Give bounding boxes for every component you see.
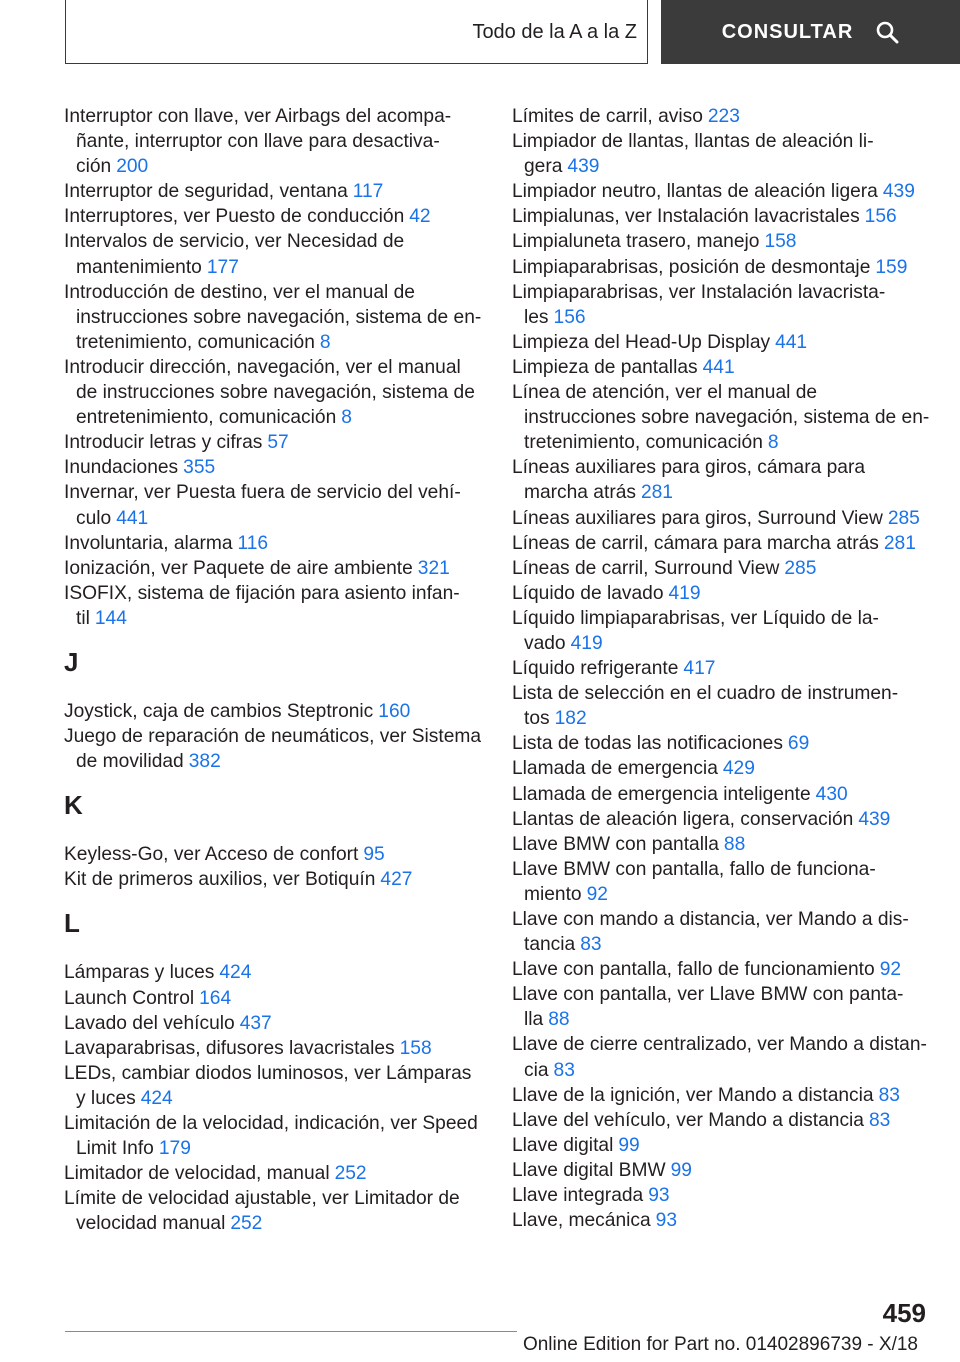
index-entry-text: Llave digital: [512, 1134, 614, 1156]
index-entry-text: Limpialunas, ver Instalación lavacristales: [512, 206, 860, 228]
page-link[interactable]: 321: [417, 557, 450, 579]
index-entry-text: Limpiador neutro, llantas de aleación ligera: [512, 181, 878, 203]
index-entry-text: Llamada de emergencia: [512, 758, 718, 780]
index-entry: [64, 179, 484, 204]
index-entry: [64, 1186, 484, 1236]
index-entry-text: Líneas de carril, cámara para marcha atrás: [512, 532, 879, 554]
page-link[interactable]: 57: [267, 432, 289, 454]
index-entry-text: Ionización, ver Paquete de aire ambiente: [64, 557, 413, 579]
index-entry: [512, 957, 932, 982]
index-entry-text: Límites de carril, aviso: [512, 106, 703, 127]
page-link[interactable]: 88: [548, 1009, 570, 1031]
index-entry-text: Invernar, ver Puesta fuera de servicio del vehículo: [64, 482, 461, 529]
page-link[interactable]: 92: [586, 883, 608, 905]
index-entry-text: Líneas auxiliares para giros, Surround View: [512, 507, 883, 529]
page-link[interactable]: 441: [116, 507, 149, 529]
index-entry: [64, 699, 484, 724]
page-link[interactable]: 355: [183, 457, 216, 479]
page-link[interactable]: 179: [158, 1138, 191, 1160]
page-link[interactable]: 424: [140, 1087, 173, 1109]
index-entry-text: Llave, mecánica: [512, 1210, 651, 1232]
search-icon: [875, 20, 899, 44]
page-number: 459: [882, 1298, 926, 1328]
page-link[interactable]: 439: [567, 156, 600, 178]
index-entry-text: Límite de velocidad ajustable, ver Limitador de velocidad manual: [64, 1188, 460, 1235]
index-entry-text: Limpiaparabrisas, ver Instalación lavacristales: [512, 281, 886, 328]
index-entry: [512, 656, 932, 681]
index-entry-text: Llave con pantalla, ver Llave BMW con pantalla: [512, 984, 904, 1031]
index-entry: [64, 986, 484, 1011]
page-link[interactable]: 83: [878, 1084, 900, 1106]
section-letter: K: [64, 790, 83, 821]
page-link[interactable]: 439: [858, 808, 891, 830]
page-link[interactable]: 281: [640, 482, 673, 504]
index-entry-text: Interruptor de seguridad, ventana: [64, 181, 348, 203]
index-entry: [512, 731, 932, 756]
index-entry-text: Keyless-Go, ver Acceso de confort: [64, 844, 359, 866]
index-entry: [512, 782, 932, 807]
page-link[interactable]: 419: [668, 582, 701, 604]
index-entry-text: Limpiaparabrisas, posición de desmontaje: [512, 256, 871, 278]
index-entry-text: Limitador de velocidad, manual: [64, 1163, 330, 1185]
index-entry-text: LEDs, cambiar diodos luminosos, ver Lámparas y luces: [64, 1062, 472, 1109]
index-entry-text: Llave digital BMW: [512, 1159, 666, 1181]
index-entry: [64, 480, 484, 530]
index-entry-text: Limpialuneta trasero, manejo: [512, 231, 760, 253]
index-entry-text: Limpieza de pantallas: [512, 356, 698, 378]
index-entry-text: Líneas auxiliares para giros, cámara para marcha atrás: [512, 457, 866, 504]
page-link[interactable]: 116: [237, 532, 269, 554]
index-entry-text: Interruptores, ver Puesto de conducción: [64, 206, 405, 228]
index-entry: [64, 531, 484, 556]
index-entry: [512, 455, 932, 505]
index-entry: [512, 756, 932, 781]
index-entry: [512, 982, 932, 1032]
index-entry: [64, 724, 484, 774]
index-entry: [64, 556, 484, 581]
az-index-label: Todo de la A a la Z: [472, 20, 637, 43]
index-entry-text: Llave del vehículo, ver Mando a distancia: [512, 1109, 864, 1131]
index-entry-text: Llave BMW con pantalla: [512, 833, 719, 855]
index-entry: [512, 355, 932, 380]
index-entry-text: ISOFIX, sistema de fijación para asiento infantil: [64, 582, 460, 629]
index-entry-text: Llave con mando a distancia, ver Mando a distancia: [512, 909, 909, 956]
index-entry-text: Interruptor con llave, ver Airbags del acompañante, interruptor con llave para desactivación: [64, 106, 452, 178]
page-link[interactable]: 99: [670, 1159, 692, 1181]
index-entry-text: Kit de primeros auxilios, ver Botiquín: [64, 869, 376, 891]
index-entry: [64, 1061, 484, 1111]
page-link[interactable]: 99: [618, 1134, 640, 1156]
page-link[interactable]: 427: [380, 869, 413, 891]
page-link[interactable]: 83: [553, 1059, 575, 1081]
page-link[interactable]: 158: [399, 1037, 432, 1059]
page-link[interactable]: 158: [764, 231, 797, 253]
page-link[interactable]: 69: [787, 733, 810, 755]
index-entry: [64, 1011, 484, 1036]
index-entry: [64, 430, 484, 455]
index-entry-text: Llave de cierre centralizado, ver Mando a distancia: [512, 1034, 927, 1081]
page-link[interactable]: 117: [352, 181, 384, 203]
index-entry-text: Lista de todas las notificaciones: [512, 733, 783, 755]
page-link[interactable]: 83: [868, 1109, 891, 1131]
page-link[interactable]: 285: [784, 557, 817, 579]
page-link[interactable]: 177: [206, 256, 239, 278]
index-entry: [64, 1036, 484, 1061]
index-entry-text: Línea de atención, ver el manual de instrucciones sobre navegación, sistema de entretenimiento, comunicación: [512, 382, 930, 454]
index-entry: [512, 1208, 932, 1233]
page-link[interactable]: 8: [319, 331, 331, 353]
page-link[interactable]: 92: [879, 959, 902, 981]
index-entry-text: Llantas de aleación ligera, conservación: [512, 808, 854, 830]
page-link[interactable]: 424: [219, 962, 252, 984]
index-entry: [512, 1133, 932, 1158]
index-entry-text: Intervalos de servicio, ver Necesidad de mantenimiento: [64, 231, 405, 278]
page-link[interactable]: 8: [767, 432, 779, 454]
index-entry-text: Joystick, caja de cambios Steptronic: [64, 700, 374, 722]
index-entry: [64, 1111, 484, 1161]
page-link[interactable]: 417: [683, 658, 716, 680]
index-entry: [64, 104, 484, 179]
index-entry: [64, 960, 484, 985]
index-entry-text: Líquido refrigerante: [512, 658, 679, 680]
page-link[interactable]: 156: [553, 306, 586, 328]
page-link[interactable]: 285: [887, 507, 920, 529]
index-entry: [512, 330, 932, 355]
index-entry: [512, 907, 932, 957]
index-entry-text: Lámparas y luces: [64, 962, 215, 984]
index-entry: [64, 280, 484, 355]
index-entry-text: Introducir dirección, navegación, ver el manual de instrucciones sobre navegación, sistema de entretenimiento, comunicación: [64, 356, 475, 429]
section-letter: J: [64, 646, 79, 677]
index-entry: [512, 581, 932, 606]
consult-label: CONSULTAR: [721, 20, 854, 43]
index-entry: [64, 455, 484, 480]
index-entry: [512, 506, 932, 531]
index-entry: [512, 1108, 932, 1133]
page-link[interactable]: 144: [94, 607, 127, 629]
index-entry: [512, 179, 932, 204]
page-link[interactable]: 437: [239, 1012, 272, 1034]
index-entry: [512, 807, 932, 832]
page-link[interactable]: 382: [188, 751, 221, 773]
index-entry-text: Llave BMW con pantalla, fallo de funcionamiento: [512, 858, 876, 905]
page-link[interactable]: 200: [116, 156, 149, 178]
index-entry: [64, 1161, 484, 1186]
index-entry-text: Llave con pantalla, fallo de funcionamiento: [512, 959, 875, 981]
index-entry: [512, 1032, 932, 1082]
index-column-left: [64, 104, 484, 1236]
page-link[interactable]: 83: [580, 934, 602, 956]
index-entry-text: Llamada de emergencia inteligente: [512, 783, 811, 805]
index-entry-text: Involuntaria, alarma: [64, 532, 233, 554]
index-entry-text: Launch Control: [64, 987, 195, 1009]
index-entry-text: Limpieza del Head-Up Display: [512, 331, 771, 353]
page-link[interactable]: 95: [363, 844, 385, 866]
index-entry-text: Lista de selección en el cuadro de instrumentos: [512, 683, 899, 730]
index-entry: [512, 857, 932, 907]
index-entry: [512, 556, 932, 581]
page-link[interactable]: 88: [723, 833, 746, 855]
index-entry: [512, 104, 932, 129]
footer-edition-text: Online Edition for Part no. 01402896739 - X/18: [517, 1331, 918, 1359]
index-entry: [512, 832, 932, 857]
index-entry-text: Lavado del vehículo: [64, 1012, 235, 1034]
page-link[interactable]: 419: [570, 632, 603, 654]
index-entry-text: Llave de la ignición, ver Mando a distancia: [512, 1084, 874, 1106]
index-entry: [512, 531, 932, 556]
index-entry: [512, 1083, 932, 1108]
index-entry: [64, 867, 484, 892]
page-link[interactable]: 281: [883, 532, 916, 554]
az-index-tab[interactable]: [65, 0, 637, 64]
page-link[interactable]: 182: [554, 708, 587, 730]
page-link[interactable]: 42: [409, 206, 431, 228]
index-entry-text: Llave integrada: [512, 1185, 644, 1207]
index-entry-text: Limpiador de llantas, llantas de aleación ligera: [512, 131, 874, 178]
index-entry: [512, 129, 932, 179]
index-column-right: [512, 104, 932, 1233]
index-entry: [512, 255, 932, 280]
index-entry-text: Líquido de lavado: [512, 582, 664, 604]
consult-button[interactable]: [661, 0, 960, 64]
index-entry: [512, 380, 932, 455]
index-entry-text: Introducción de destino, ver el manual de instrucciones sobre navegación, sistema de entretenimiento, comunicación: [64, 281, 482, 353]
index-entry-text: Líquido limpiaparabrisas, ver Líquido de lavado: [512, 607, 879, 654]
page-link[interactable]: 441: [775, 331, 808, 353]
section-letter: L: [64, 908, 80, 939]
index-entry: [64, 842, 484, 867]
index-entry: [64, 355, 484, 430]
index-entry-text: Líneas de carril, Surround View: [512, 557, 780, 579]
index-entry: [512, 229, 932, 254]
index-entry-text: Juego de reparación de neumáticos, ver Sistema de movilidad: [64, 726, 482, 773]
index-entry: [64, 204, 484, 229]
page-link[interactable]: 93: [655, 1210, 677, 1232]
page-link[interactable]: 439: [882, 181, 915, 203]
page-link[interactable]: 164: [199, 987, 232, 1009]
page-link[interactable]: 441: [702, 356, 735, 378]
page-link[interactable]: 160: [378, 700, 411, 722]
index-entry-text: Inundaciones: [64, 457, 179, 479]
page-link[interactable]: 429: [722, 758, 755, 780]
page-link[interactable]: 223: [707, 106, 740, 127]
page-link[interactable]: 252: [230, 1213, 263, 1235]
index-entry: [512, 1183, 932, 1208]
index-entry: [512, 280, 932, 330]
page-link[interactable]: 159: [875, 256, 908, 278]
page-link[interactable]: 430: [815, 783, 848, 805]
page-link[interactable]: 93: [648, 1185, 670, 1207]
index-entry-text: Limitación de la velocidad, indicación, ver Speed Limit Info: [64, 1113, 478, 1160]
index-entry: [512, 606, 932, 656]
index-entry-text: Introducir letras y cifras: [64, 432, 263, 454]
index-entry: [64, 581, 484, 631]
index-entry: [512, 1158, 932, 1183]
index-entry-text: Lavaparabrisas, difusores lavacristales: [64, 1037, 395, 1059]
index-entry: [512, 204, 932, 229]
page-link[interactable]: 252: [334, 1163, 367, 1185]
index-entry: [512, 681, 932, 731]
page-link[interactable]: 156: [864, 206, 897, 228]
page-link[interactable]: 8: [341, 407, 352, 429]
index-entry: [64, 229, 484, 279]
